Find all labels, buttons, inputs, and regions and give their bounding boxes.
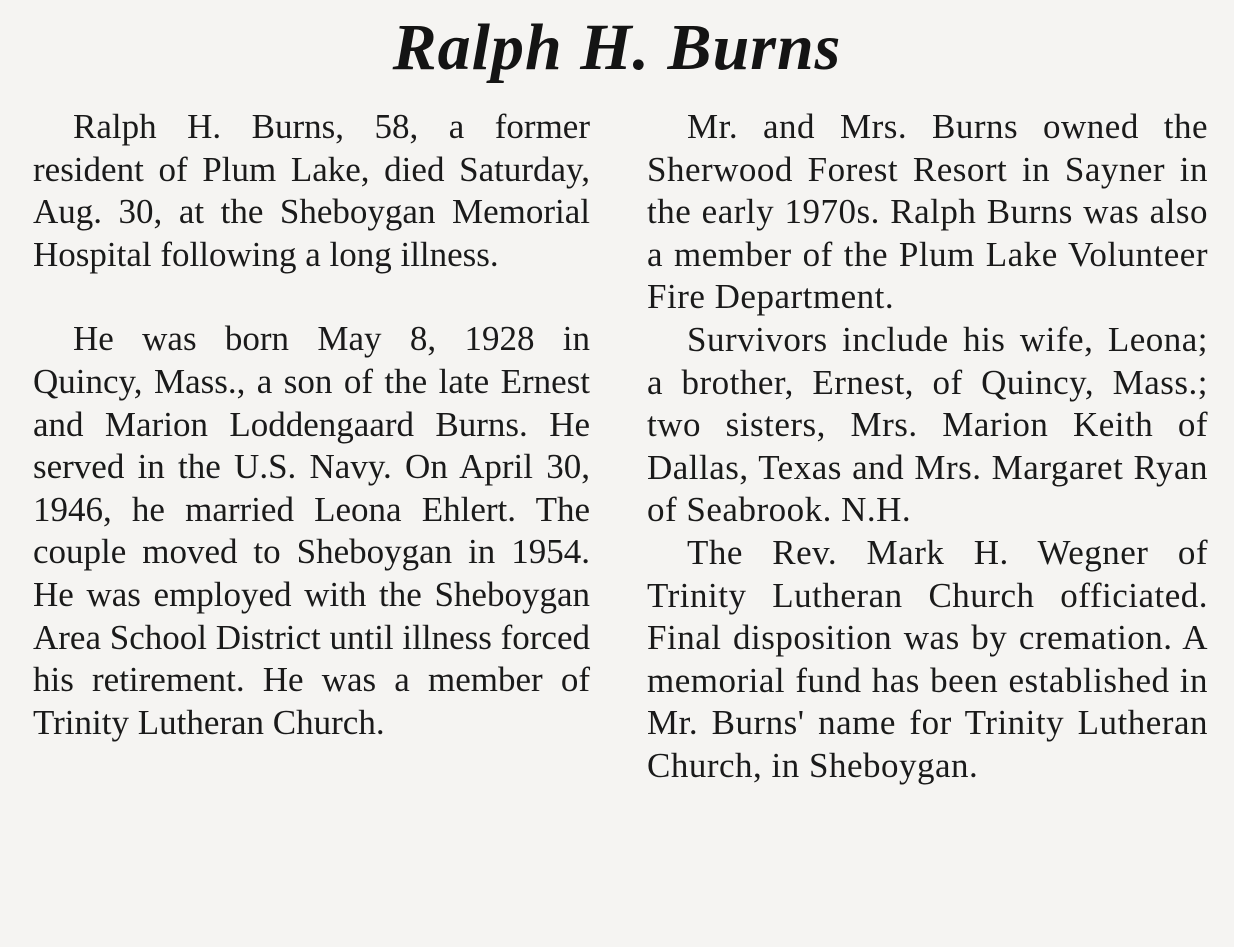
left-column xyxy=(33,106,590,744)
paragraph-biography: He was born May 8, 1928 in Quincy, Mass., a son of the late Ernest and Marion Loddengaard Burns. He served in the U.S. Navy. On April 30, 1946, he married Leona Ehlert. The couple moved to Sheboygan in 1954. He was employed with the Sheboygan Area School District until illness forced his retirement. He was a member of Trinity Lutheran Church. xyxy=(33,319,590,742)
paragraph-services: The Rev. Mark H. Wegner of Trinity Lutheran Church officiated. Final disposition was by cremation. A memorial fund has been established in Mr. Burns' name for Trinity Lutheran Church, in Sheboygan. xyxy=(647,532,1208,785)
right-column xyxy=(647,106,1208,788)
paragraph-survivors: Survivors include his wife, Leona; a brother, Ernest, of Quincy, Mass.; two sisters, Mrs. Marion Keith of Dallas, Texas and Mrs. Margaret Ryan of Seabrook. N.H. xyxy=(647,319,1208,530)
paragraph-resort: Mr. and Mrs. Burns owned the Sherwood Forest Resort in Sayner in the early 1970s. Ralph Burns was also a member of the Plum Lake Volunteer Fire Department. xyxy=(647,107,1208,317)
obituary-headline: Ralph H. Burns xyxy=(392,11,842,84)
paragraph-death-notice: Ralph H. Burns, 58, a former resident of Plum Lake, died Saturday, Aug. 30, at the Sheboygan Memorial Hospital following a long illness. xyxy=(33,107,590,274)
